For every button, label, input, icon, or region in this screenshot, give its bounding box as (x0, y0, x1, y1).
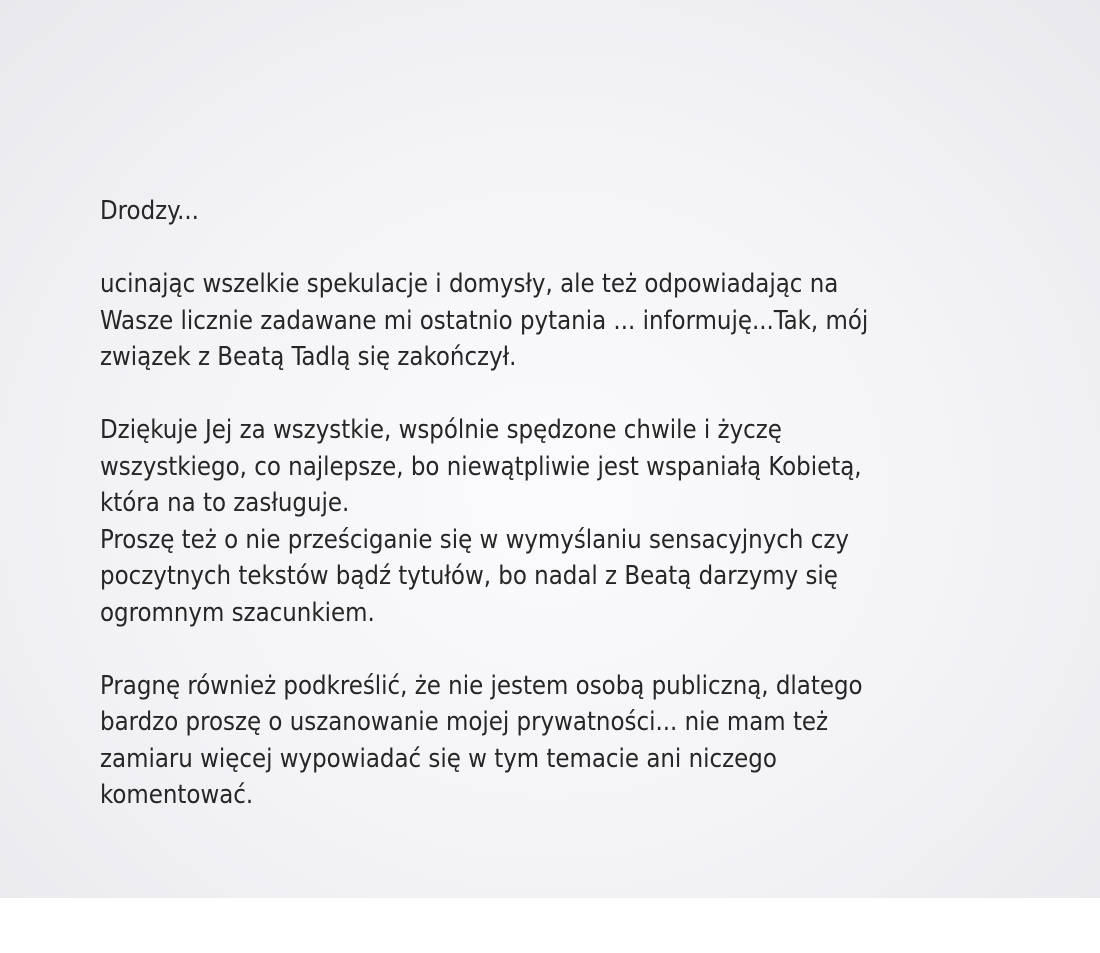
paragraph-line: Pragnę również podkreślić, że nie jestem osobą publiczną, dlatego (100, 670, 863, 701)
paragraph-line: Dziękuje Jej za wszystkie, wspólnie spędzone chwile i życzę (100, 415, 782, 445)
paragraph-3 (100, 668, 1060, 814)
paragraph-line: ucinając wszelkie spekulacje i domysły, ale też odpowiadając na (100, 269, 839, 299)
paragraph-2 (100, 412, 1060, 631)
bottom-blank-strip (0, 898, 1100, 953)
paragraph-line: związek z Beatą Tadlą się zakończył. (100, 342, 517, 372)
paragraph-line: ogromnym szacunkiem. (100, 597, 375, 628)
paragraph-line: Wasze licznie zadawane mi ostatnio pytania ... informuję...Tak, mój (100, 305, 869, 336)
paragraph-line: poczytnych tekstów bądź tytułów, bo nadal z Beatą darzymy się (100, 561, 838, 591)
paragraph-line: zamiaru więcej wypowiadać się w tym temacie ani niczego (100, 743, 777, 774)
paragraph-line: wszystkiego, co najlepsze, bo niewątpliwie jest wspaniałą Kobietą, (100, 451, 862, 482)
paragraph-line: komentować. (100, 780, 254, 810)
greeting (100, 193, 1060, 230)
paragraph-line: Proszę też o nie prześciganie się w wymyślaniu sensacyjnych czy (100, 524, 849, 555)
statement-text (100, 193, 1060, 814)
paragraph-line: która na to zasługuje. (100, 488, 350, 518)
paragraph-1 (100, 266, 1060, 376)
greeting-line: Drodzy... (100, 196, 199, 226)
paragraph-line: bardzo proszę o uszanowanie mojej prywatności... nie mam też (100, 707, 829, 737)
